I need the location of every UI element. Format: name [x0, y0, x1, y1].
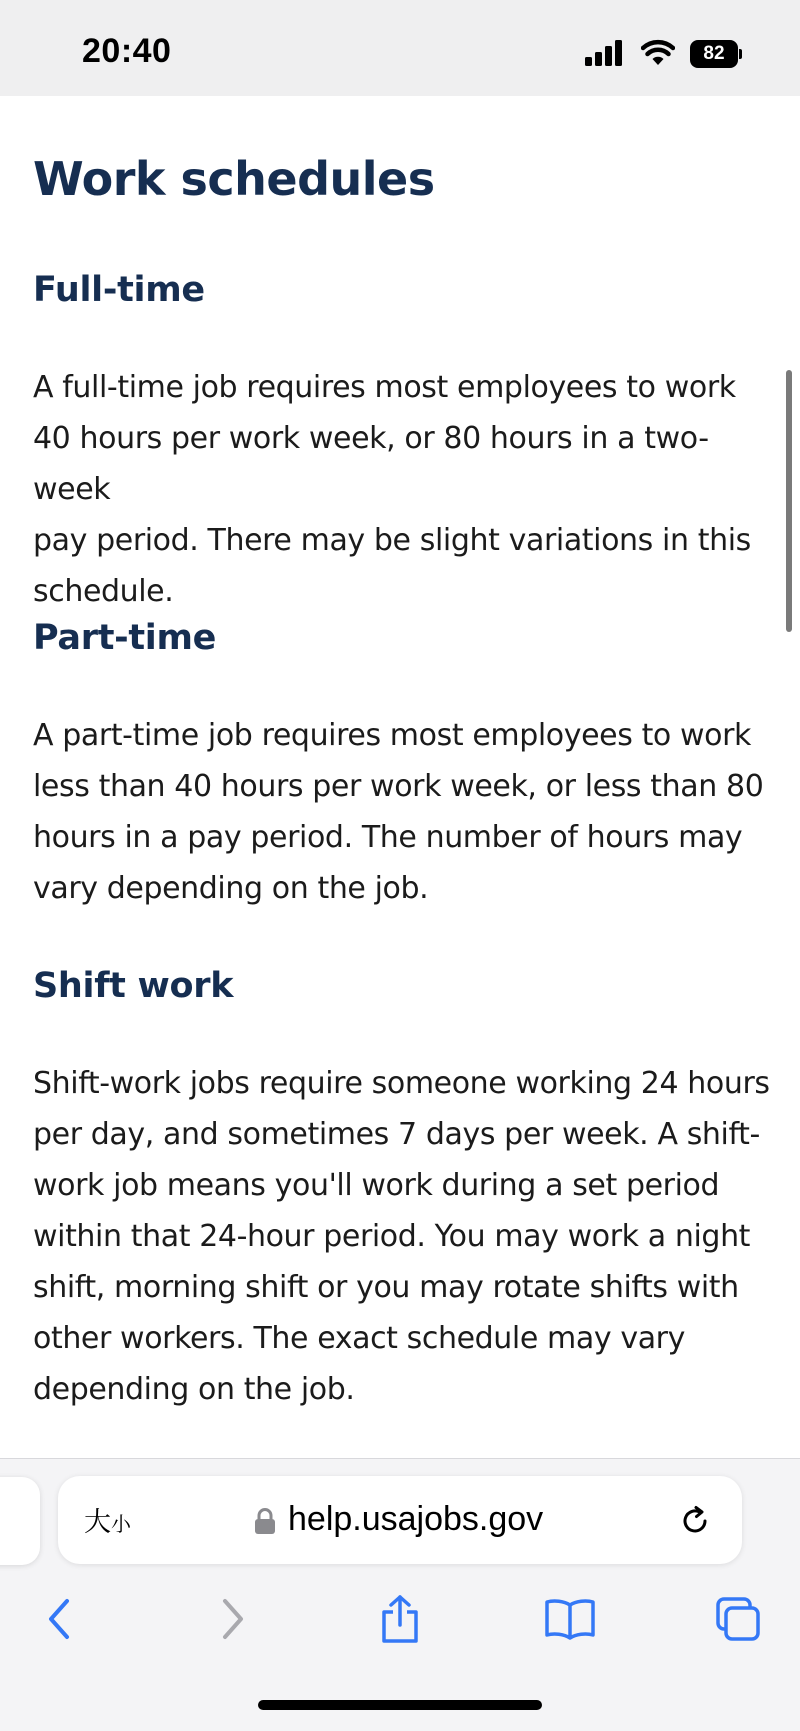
body-line: work job means you'll work during a set period [33, 1168, 720, 1203]
body-line: A full-time job requires most employees to work [33, 370, 736, 405]
battery-level: 82 [690, 40, 738, 68]
share-icon [378, 1594, 422, 1644]
scrollbar[interactable] [786, 370, 792, 632]
body-line: schedule. [33, 574, 174, 609]
body-line: shift, morning shift or you may rotate shifts with [33, 1270, 739, 1305]
battery-icon [690, 40, 742, 68]
section-body-full-time [33, 362, 773, 617]
lock-icon [254, 1508, 276, 1534]
body-line: hours in a pay period. The number of hours may [33, 820, 743, 855]
section-heading-full-time: Full-time [33, 270, 205, 310]
reload-icon[interactable] [678, 1504, 712, 1538]
browser-toolbar [0, 1458, 800, 1731]
text-size-button[interactable] [84, 1500, 144, 1540]
body-line: vary depending on the job. [33, 871, 429, 906]
body-line: other workers. The exact schedule may vary [33, 1321, 685, 1356]
body-line: Shift-work jobs require someone working 24 hours [33, 1066, 770, 1101]
bookmarks-button[interactable] [540, 1589, 600, 1649]
section-heading-part-time: Part-time [33, 618, 217, 658]
forward-button[interactable] [202, 1589, 262, 1649]
status-time: 20:40 [82, 32, 172, 70]
bookmarks-icon [544, 1597, 596, 1641]
back-button[interactable] [30, 1589, 90, 1649]
address-bar[interactable] [58, 1476, 742, 1564]
share-button[interactable] [370, 1589, 430, 1649]
tabs-icon [714, 1596, 762, 1642]
body-line: within that 24-hour period. You may work a night [33, 1219, 751, 1254]
signal-icon [585, 40, 625, 66]
body-line: pay period. There may be slight variations in this [33, 523, 751, 558]
url-text[interactable]: help.usajobs.gov [288, 1500, 544, 1538]
body-line: less than 40 hours per work week, or less than 80 [33, 769, 764, 804]
page-title: Work schedules [33, 152, 435, 206]
section-heading-shift-work: Shift work [33, 966, 234, 1006]
previous-tab-preview[interactable] [0, 1477, 40, 1565]
battery-tip [739, 49, 742, 59]
tabs-button[interactable] [708, 1589, 768, 1649]
text-size-label-large: 大 [84, 1507, 111, 1538]
text-size-label-small: 小 [111, 1512, 131, 1536]
forward-icon [217, 1597, 247, 1641]
section-body-part-time [33, 710, 773, 914]
wifi-icon [641, 38, 675, 66]
body-line: 40 hours per work week, or 80 hours in a two-week [33, 421, 709, 507]
status-bar [0, 0, 800, 96]
back-icon [45, 1597, 75, 1641]
body-line: per day, and sometimes 7 days per week. A shift- [33, 1117, 760, 1152]
home-indicator [258, 1700, 542, 1710]
body-line: A part-time job requires most employees to work [33, 718, 752, 753]
body-line: depending on the job. [33, 1372, 355, 1407]
section-body-shift-work [33, 1058, 773, 1415]
